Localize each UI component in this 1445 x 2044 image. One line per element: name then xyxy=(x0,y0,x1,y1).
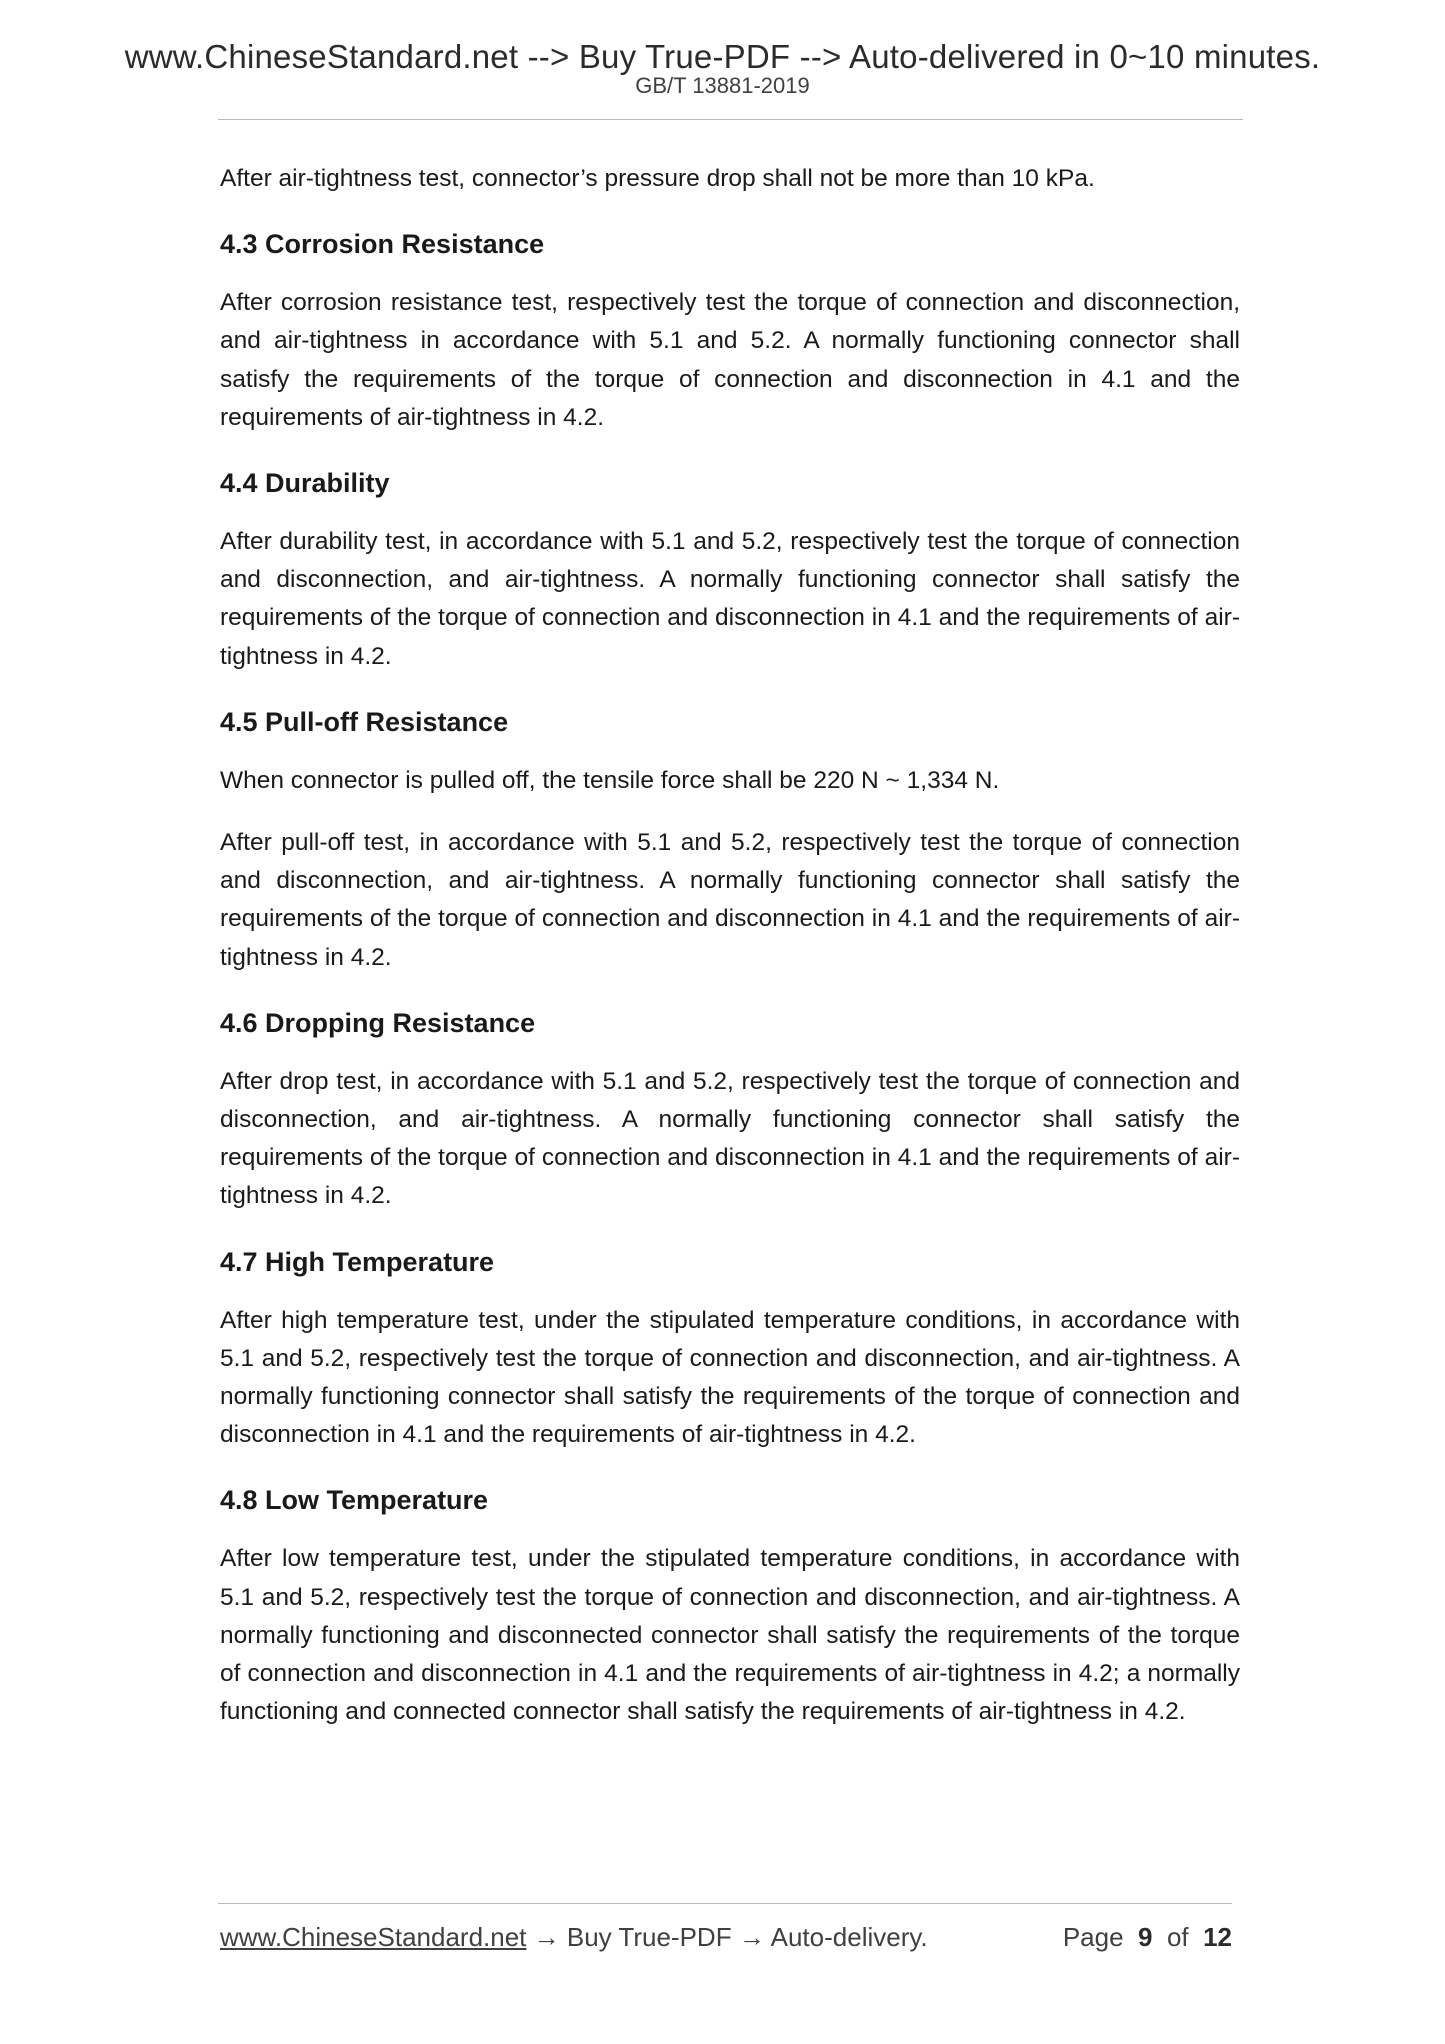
current-page-number: 9 xyxy=(1138,1922,1153,1952)
header-divider xyxy=(218,119,1243,120)
footer-divider xyxy=(218,1903,1232,1904)
standard-code: GB/T 13881-2019 xyxy=(635,73,810,98)
section-heading-4-8: 4.8 Low Temperature xyxy=(220,1485,489,1516)
page-indicator xyxy=(1063,1922,1232,1953)
section-4-7-paragraph: After high temperature test, under the stipulated temperature conditions, in accordance with 5.1 and 5.2, respectively test the torque of connection and disconnection, and air-tightness. A normally functioning connector shall satisfy the requirements of the torque of connection and disconnection in 4.1 and the requirements of air-tightness in 4.2. xyxy=(220,1306,1240,1449)
section-heading-4-3: 4.3 Corrosion Resistance xyxy=(220,229,545,260)
section-4-6-paragraph: After drop test, in accordance with 5.1 and 5.2, respectively test the torque of connection and disconnection, and air-tightness. A normally functioning connector shall satisfy the requirements of the torque of connection and disconnection in 4.1 and the requirements of air-tightness in 4.2. xyxy=(220,1067,1240,1210)
arrow-right-icon: → xyxy=(738,1922,765,1952)
section-heading-4-4: 4.4 Durability xyxy=(220,468,390,499)
intro-paragraph: After air-tightness test, connector’s pressure drop shall not be more than 10 kPa. xyxy=(220,165,1095,192)
document-body xyxy=(220,160,1240,1755)
site-link[interactable]: www.ChineseStandard.net xyxy=(220,1922,527,1952)
page-label: Page xyxy=(1062,1922,1124,1952)
section-4-8-paragraph: After low temperature test, under the stipulated temperature conditions, in accordance with 5.1 and 5.2, respectively test the torque of connection and disconnection, and air-tightness. A normally functioning and disconnected connector shall satisfy the requirements of the torque of connection and disconnection in 4.1 and the requirements of air-tightness in 4.2; a normally functioning and connected connector shall satisfy the requirements of air-tightness in 4.2. xyxy=(220,1545,1240,1726)
buy-true-pdf-text: Buy True-PDF xyxy=(566,1922,732,1952)
section-4-4-paragraph: After durability test, in accordance with 5.1 and 5.2, respectively test the torque of connection and disconnection, and air-tightness. A normally functioning connector shall satisfy the requirements of the torque of connection and disconnection in 4.1 and the requirements of air-tightness in 4.2. xyxy=(220,528,1240,670)
section-4-5-paragraph-2: After pull-off test, in accordance with 5.1 and 5.2, respectively test the torque of connection and disconnection, and air-tightness. A normally functioning connector shall satisfy the requirements of the torque of connection and disconnection in 4.1 and the requirements of air-tightness in 4.2. xyxy=(220,829,1240,971)
section-heading-4-5: 4.5 Pull-off Resistance xyxy=(220,706,509,737)
arrow-right-icon: → xyxy=(533,1922,560,1952)
of-label: of xyxy=(1166,1922,1189,1952)
section-heading-4-7: 4.7 High Temperature xyxy=(220,1246,495,1277)
section-heading-4-6: 4.6 Dropping Resistance xyxy=(220,1007,536,1038)
section-4-3-paragraph: After corrosion resistance test, respectively test the torque of connection and disconnection, and air-tightness in accordance with 5.1 and 5.2. A normally functioning connector shall satisfy the requirements of the torque of connection and disconnection in 4.1 and the requirements of air-tightness in 4.2. xyxy=(220,289,1240,431)
site-banner: www.ChineseStandard.net --> Buy True-PDF --> Auto-delivered in 0~10 minutes. xyxy=(124,38,1321,75)
page-footer xyxy=(220,1922,1232,1962)
section-4-5-paragraph-1: When connector is pulled off, the tensile force shall be 220 N ~ 1,334 N. xyxy=(220,766,1000,794)
footer-links xyxy=(220,1922,928,1953)
auto-delivery-text: Auto-delivery. xyxy=(770,1922,928,1952)
total-pages: 12 xyxy=(1203,1922,1232,1952)
